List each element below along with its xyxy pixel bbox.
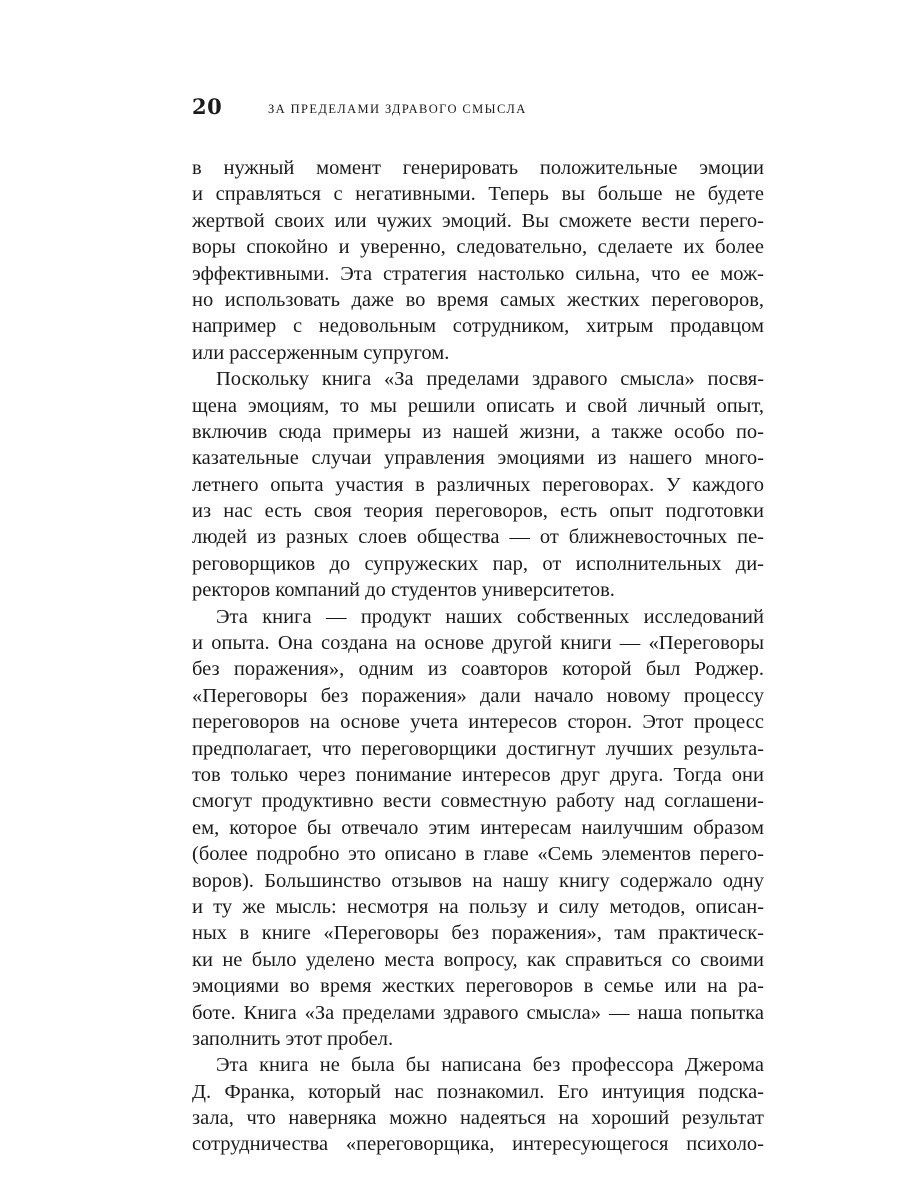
text-line: тов только через понимание интересов друг друга. Тогда они xyxy=(192,763,764,786)
text-line: щена эмоциям, то мы решили описать и свой личный опыт, xyxy=(192,394,764,417)
text-line: например с недовольным сотрудником, хитрым продавцом xyxy=(192,315,764,338)
text-line: но использовать даже во время самых жестких переговоров, xyxy=(192,288,764,311)
text-line: людей из разных слоев общества — от ближневосточных пе- xyxy=(192,526,764,549)
page-number: 20 xyxy=(192,94,223,119)
text-line: Эта книга — продукт наших собственных исследований xyxy=(216,605,764,628)
text-line: ректоров компаний до студентов университетов. xyxy=(192,579,615,602)
text-line: включив сюда примеры из нашей жизни, а также особо по- xyxy=(192,420,764,443)
body-text xyxy=(192,155,764,1158)
text-line: воров). Большинство отзывов на нашу книгу содержало одну xyxy=(192,869,764,892)
text-line: и справляться с негативными. Теперь вы больше не будете xyxy=(192,183,764,206)
text-line: «Переговоры без поражения» дали начало новому процессу xyxy=(192,684,764,707)
text-line: Эта книга не была бы написана без профессора Джерома xyxy=(216,1054,764,1077)
text-line: боте. Книга «За пределами здравого смысла» — наша попытка xyxy=(192,1001,764,1024)
text-line: жертвой своих или чужих эмоций. Вы сможете вести перего- xyxy=(192,209,764,232)
text-line: ки не было уделено места вопросу, как справиться со своими xyxy=(192,948,764,971)
text-line: летнего опыта участия в различных переговорах. У каждого xyxy=(192,473,764,496)
text-line: или рассерженным супругом. xyxy=(192,341,450,364)
text-line: и опыта. Она создана на основе другой книги — «Переговоры xyxy=(192,632,764,655)
text-line: смогут продуктивно вести совместную работу над соглашени- xyxy=(192,790,764,813)
text-line: без поражения», одним из соавторов которой был Роджер. xyxy=(192,658,764,681)
text-line: сотрудничества «переговорщика, интересующегося психоло- xyxy=(192,1133,764,1156)
text-line: предполагает, что переговорщики достигнут лучших результа- xyxy=(192,737,764,760)
text-line: в нужный момент генерировать положительные эмоции xyxy=(192,157,764,179)
text-line: (более подробно это описано в главе «Семь элементов перего- xyxy=(192,843,764,866)
text-line: из нас есть своя теория переговоров, есть опыт подготовки xyxy=(192,500,764,523)
text-line: эмоциями во время жестких переговоров в семье или на ра- xyxy=(192,975,764,998)
running-title: ЗА ПРЕДЕЛАМИ ЗДРАВОГО СМЫСЛА xyxy=(268,102,527,116)
text-line: реговорщиков до супружеских пар, от исполнительных ди- xyxy=(192,552,764,575)
text-line: переговоров на основе учета интересов сторон. Этот процесс xyxy=(192,711,764,734)
page-header xyxy=(192,94,772,124)
text-line: и ту же мысль: несмотря на пользу и силу методов, описан- xyxy=(192,895,764,918)
text-line: ных в книге «Переговоры без поражения», там практическ- xyxy=(192,922,764,945)
text-line: ем, которое бы отвечало этим интересам наилучшим образом xyxy=(192,816,764,839)
text-line: воры спокойно и уверенно, следовательно, сделаете их более xyxy=(192,236,764,259)
text-line: казательные случаи управления эмоциями из нашего много- xyxy=(192,447,764,470)
text-line: Д. Франка, который нас познакомил. Его интуиция подска- xyxy=(192,1080,764,1103)
text-line: эффективными. Эта стратегия настолько сильна, что ее мож- xyxy=(192,262,764,285)
text-line: Поскольку книга «За пределами здравого смысла» посвя- xyxy=(216,368,764,391)
text-line: заполнить этот пробел. xyxy=(192,1027,394,1050)
text-line: зала, что наверняка можно надеяться на хороший результат xyxy=(192,1107,764,1130)
